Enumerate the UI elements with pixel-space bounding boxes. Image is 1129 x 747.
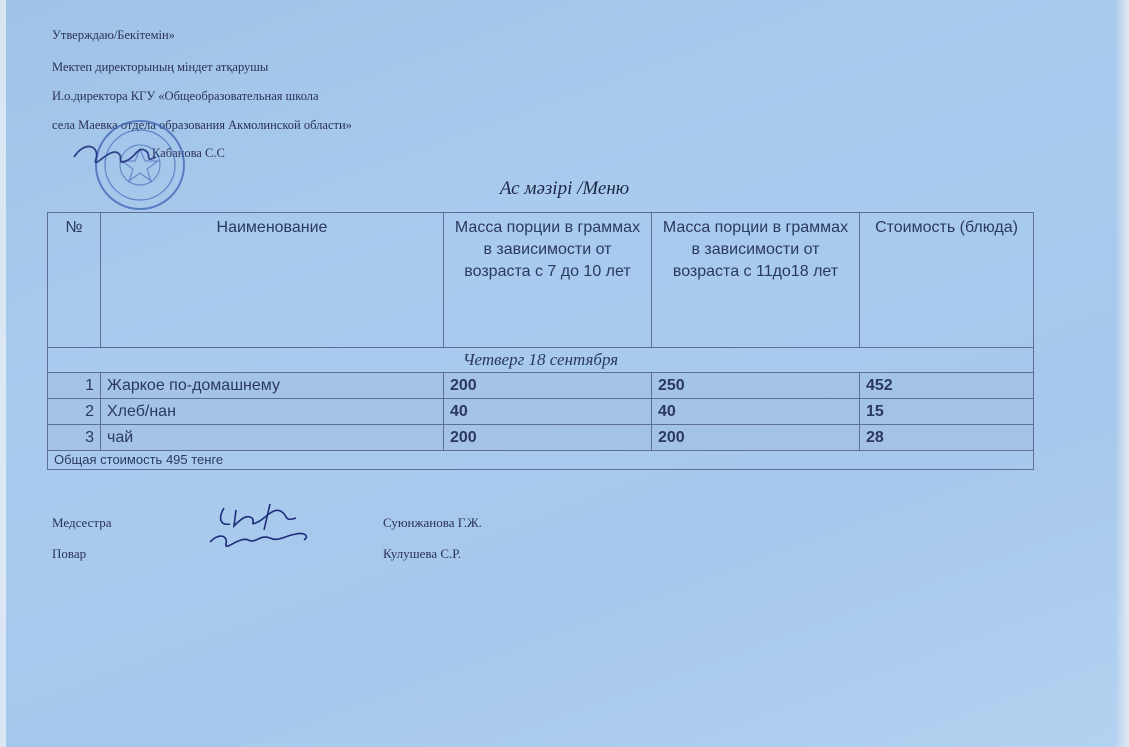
header-number: № [48, 213, 101, 348]
approval-line-3: И.о.директора КГУ «Общеобразовательная школа [52, 89, 319, 103]
approval-line-1: Утверждаю/Бекітемін» [52, 28, 175, 42]
nurse-role: Медсестра [52, 515, 112, 530]
row-cost: 28 [860, 425, 1034, 451]
row-mass-11-18: 250 [652, 373, 860, 399]
row-number: 1 [48, 373, 101, 399]
total-row [48, 451, 1034, 470]
director-name: Кабанова С.С [152, 146, 225, 160]
header-name: Наименование [101, 213, 444, 348]
nurse-name: Суюнжанова Г.Ж. [383, 515, 482, 530]
approval-line-2: Мектеп директорының міндет атқарушы [52, 60, 269, 74]
table-header-row [48, 213, 1034, 348]
row-cost: 15 [860, 399, 1034, 425]
table-row [48, 425, 1034, 451]
row-number: 3 [48, 425, 101, 451]
day-row [48, 348, 1034, 373]
cook-name: Кулушева С.Р. [383, 546, 462, 561]
paper-edge-right [1115, 0, 1129, 747]
header-mass-7-10: Масса порции в граммах в зависимости от возраста с 7 до 10 лет [444, 213, 652, 348]
menu-title: Ас мәзірі /Меню [499, 178, 630, 199]
cook-role: Повар [52, 546, 87, 561]
row-mass-7-10: 40 [444, 399, 652, 425]
total-cost: Общая стоимость 495 тенге [48, 451, 1034, 470]
table-row [48, 373, 1034, 399]
row-dish-name: Хлеб/нан [101, 399, 444, 425]
paper-edge-left [0, 0, 6, 747]
table-row [48, 399, 1034, 425]
header-cost: Стоимость (блюда) [860, 213, 1034, 348]
row-number: 2 [48, 399, 101, 425]
header-mass-11-18: Масса порции в граммах в зависимости от возраста с 11до18 лет [652, 213, 860, 348]
row-mass-7-10: 200 [444, 425, 652, 451]
handwritten-signature-icon [200, 496, 320, 556]
row-dish-name: Жаркое по-домашнему [101, 373, 444, 399]
row-cost: 452 [860, 373, 1034, 399]
official-stamp-icon [66, 117, 214, 217]
row-mass-11-18: 200 [652, 425, 860, 451]
menu-table [47, 212, 1034, 470]
approval-line-4: села Маевка отдела образования Акмолинской области» [52, 118, 352, 132]
row-mass-7-10: 200 [444, 373, 652, 399]
row-mass-11-18: 40 [652, 399, 860, 425]
row-dish-name: чай [101, 425, 444, 451]
day-label: Четверг 18 сентября [48, 348, 1034, 373]
